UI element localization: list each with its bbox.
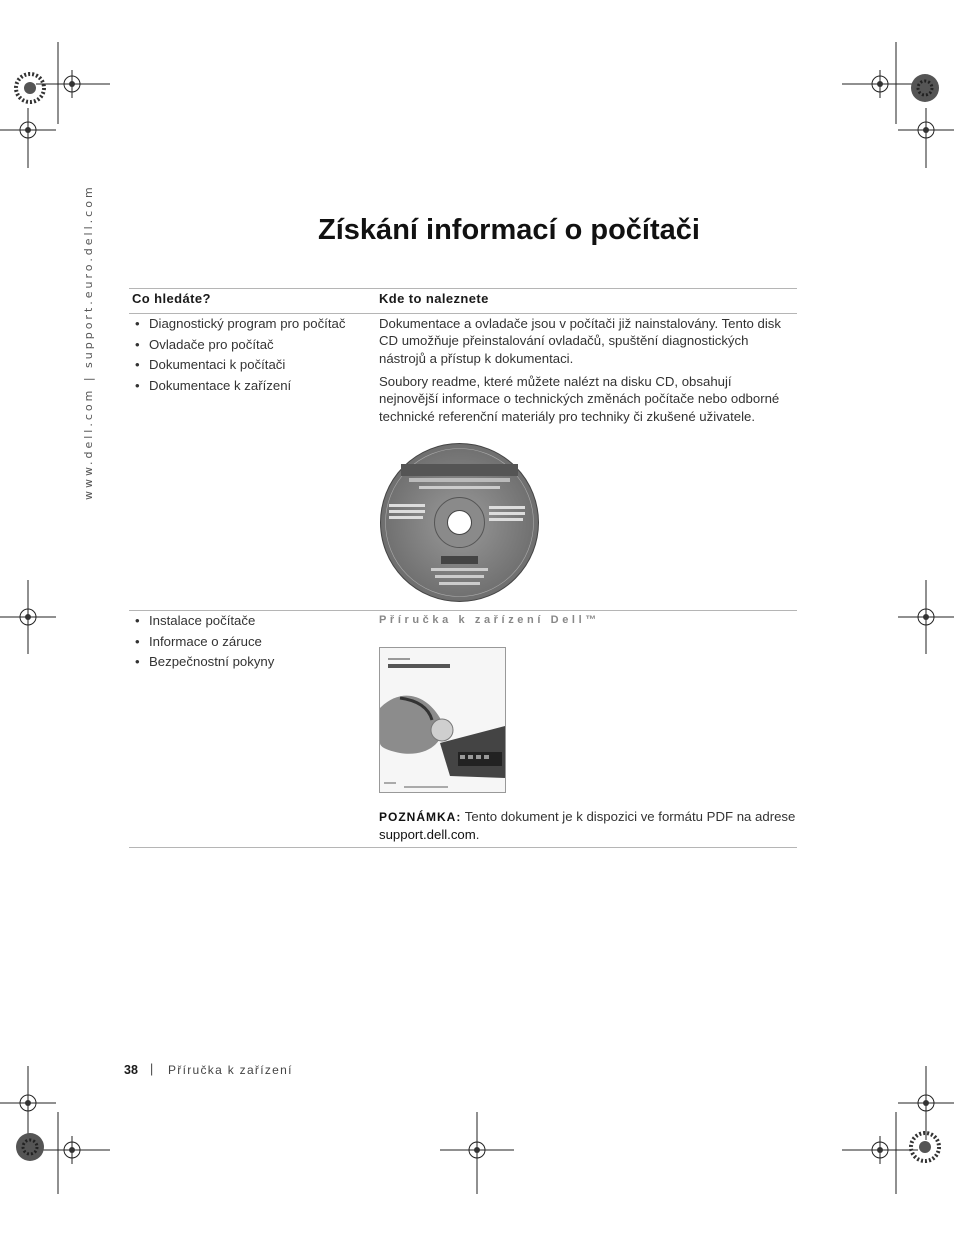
- table-top-rule: [129, 288, 797, 289]
- note-end: .: [475, 827, 480, 843]
- page-title: Získání informací o počítači: [318, 214, 700, 246]
- footer-title: Příručka k zařízení: [168, 1063, 293, 1077]
- list-item: • Bezpečnostní pokyny: [135, 652, 274, 673]
- column-header-looking-for: Co hledáte?: [132, 291, 211, 306]
- table-bottom-rule: [129, 847, 797, 848]
- page-number: 38: [124, 1063, 138, 1077]
- list-item: • Instalace počítače: [135, 611, 274, 632]
- list-item: • Ovladače pro počítač: [135, 335, 345, 356]
- row1-paragraph-2: Soubory readme, které můžete nalézt na disku CD, obsahují nejnovější informace o technických změnách počítače nebo odborné technické referenční materiály pro techniky či zkušené uživatele.: [379, 374, 780, 424]
- footer-separator: |: [150, 1062, 154, 1076]
- note-text: Tento dokument je k dispozici ve formátu PDF na adrese: [464, 809, 796, 824]
- list-item: • Dokumentaci k počítači: [135, 355, 345, 376]
- row1-list: [135, 314, 345, 396]
- row2-list: [135, 611, 274, 673]
- row1-paragraph-1: Dokumentace a ovladače jsou v počítači již nainstalovány. Tento disk CD umožňuje přeinstalování ovladačů, spuštění diagnostických nástrojů a přístup k dokumentaci.: [379, 316, 781, 366]
- side-url: www.dell.com | support.euro.dell.com: [82, 184, 95, 500]
- section-heading: Příručka k zařízení Dell™: [379, 614, 600, 626]
- drivers-utilities-cd-image: [379, 442, 540, 603]
- list-item: • Diagnostický program pro počítač: [135, 314, 345, 335]
- note-label: POZNÁMKA:: [379, 810, 462, 824]
- list-item: • Dokumentace k zařízení: [135, 376, 345, 397]
- list-item: • Informace o záruce: [135, 632, 274, 653]
- system-information-guide-image: [379, 647, 506, 793]
- note: [379, 808, 799, 844]
- column-header-where-to-find: Kde to naleznete: [379, 291, 489, 306]
- support-link[interactable]: support.dell.com: [379, 827, 476, 843]
